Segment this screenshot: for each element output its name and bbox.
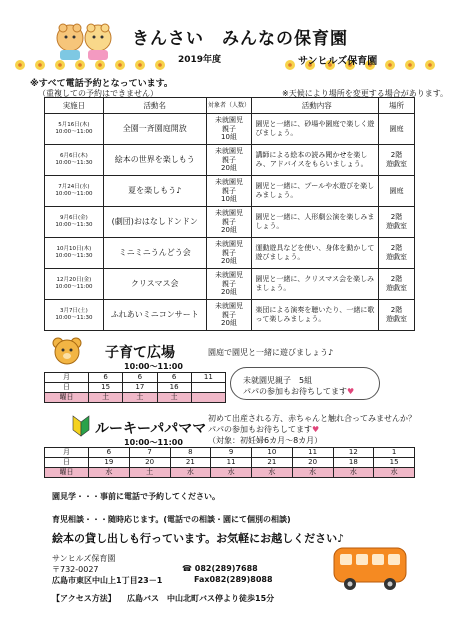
cell-day: 21 [170,458,211,468]
cell-target [206,114,252,145]
kosodate-title: 子育て広場 [105,345,175,361]
target-count: 20組 [221,226,237,235]
phone-number: ☎ 082(289)7688 [182,564,258,573]
cell-weekday: 土 [123,393,157,403]
target-count: 10組 [221,195,237,204]
place-line-2: 遊戯室 [386,222,408,230]
fax-number: Fax082(289)8088 [194,575,273,584]
date-row-month [45,448,415,458]
target-count: 10組 [221,133,237,142]
cell-place [379,176,415,207]
cell-month: 8 [170,448,211,458]
cell-activity: 夏を楽しもう♪ [103,176,206,207]
cell-month: 7 [129,448,170,458]
access-info: 広島バス 中山北町バス停より徒歩15分 [127,594,275,603]
rookie-target: （対象：初妊婦6カ月〜8カ月） [208,436,323,445]
cell-month: 12 [333,448,374,458]
target-type: 未就園児 [215,239,243,248]
kosodate-time: 10:00〜11:00 [124,362,183,371]
heart-icon: ♥ [347,387,355,397]
cell-day: 17 [123,383,157,393]
col-header-place: 場所 [379,98,415,114]
event-date: 6月6日(木) [60,153,88,160]
cell-place [379,145,415,176]
target-group: 親子 [222,217,236,226]
rookie-date-table [44,447,415,478]
cell-month: 1 [374,448,415,458]
event-date: 10月10日(木) [56,246,92,253]
event-time: 10:00〜11:30 [55,315,93,321]
weather-note: ※天候により場所を変更する場合があります。 [282,89,449,98]
kosodate-description: 園庭で園児と一緒に遊びましょう♪ [208,348,334,357]
cell-weekday: 水 [252,468,293,478]
book-lending-note: 絵本の貸し出しも行っています。お気軽にお越しください♪ [52,532,345,545]
cell-content: 講師による絵本の読み聞かせを楽しみ、アドバイスをもらいましょう。 [252,145,379,176]
target-group: 親子 [222,248,236,257]
table-row [45,300,415,331]
postal-code: 〒732-0027 [52,565,99,574]
date-row-day [45,458,415,468]
cell-month: 10 [252,448,293,458]
cell-weekday: 土 [157,393,191,403]
cell-month: 9 [211,448,252,458]
cell-weekday: 水 [292,468,333,478]
row-label-month: 月 [45,448,89,458]
rookie-description-2-text: パパの参加もお待ちしてます [208,425,312,434]
cell-date [45,114,104,145]
target-count: 20組 [221,164,237,173]
beginner-mark-icon [72,414,90,438]
rookie-description-2 [208,424,319,435]
cell-weekday: 水 [170,468,211,478]
place-line-2: 遊戯室 [386,315,408,323]
cell-month: 6 [89,448,130,458]
cell-activity: 全園一斉園庭開放 [103,114,206,145]
event-date: 3月7日(土) [60,308,88,315]
bubble-line-2 [243,386,367,397]
cell-place [379,207,415,238]
footer-org-name: サンヒルズ保育園 [52,554,116,563]
bus-icon [330,544,410,594]
target-group: 親子 [222,186,236,195]
target-type: 未就園児 [215,115,243,124]
cell-weekday [191,393,225,403]
event-date: 12月20日(金) [56,277,92,284]
cell-date [45,238,104,269]
event-time: 10:00〜11:00 [55,129,93,135]
cell-place [379,300,415,331]
schedule-table [44,97,415,331]
date-row-month [45,373,226,383]
heart-icon: ♥ [312,425,320,434]
cell-day: 18 [333,458,374,468]
bubble-line-2-text: パパの参加もお待ちしてます [243,387,347,397]
event-date: 5月16日(木) [58,122,90,129]
bubble-line-1: 未就園児親子 5組 [243,376,313,385]
place-line-1: 園庭 [389,186,404,195]
target-type: 未就園児 [215,301,243,310]
col-header-target: 対象者（人数） [206,98,252,114]
cell-day [191,383,225,393]
row-label-weekday: 曜日 [45,393,89,403]
kosodate-speech-bubble [230,367,380,400]
col-header-content: 活動内容 [252,98,379,114]
row-label-weekday: 曜日 [45,468,89,478]
place-line-1: 2階 [390,244,403,253]
event-time: 10:00〜11:30 [55,160,93,166]
cell-day: 20 [292,458,333,468]
cell-day: 20 [129,458,170,468]
cell-weekday: 土 [129,468,170,478]
cell-activity: ミニミニうんどう会 [103,238,206,269]
target-group: 親子 [222,279,236,288]
cell-weekday: 水 [333,468,374,478]
cell-content: 園児と一緒に、砂場や園庭で楽しく遊びましょう。 [252,114,379,145]
page-title: きんさい みんなの保育園 [132,29,348,49]
cell-weekday: 土 [89,393,123,403]
cell-target [206,176,252,207]
event-time: 10:00〜11:30 [55,222,93,228]
date-row-weekday [45,393,226,403]
table-row [45,145,415,176]
table-row [45,207,415,238]
event-time: 10:00〜11:00 [55,191,93,197]
rookie-description-1: 初めて出産される方、赤ちゃんと触れ合ってみませんか？ [208,414,416,423]
rookie-time: 10:00〜11:00 [124,438,183,447]
fiscal-year: 2019年度 [178,55,222,65]
cell-month: 6 [123,373,157,383]
cell-place [379,114,415,145]
cell-target [206,269,252,300]
cell-day: 19 [89,458,130,468]
target-group: 親子 [222,124,236,133]
place-line-1: 2階 [390,275,403,284]
access-label: 【アクセス方法】 [52,594,116,603]
cell-date [45,176,104,207]
target-count: 20組 [221,288,237,297]
cell-month: 11 [292,448,333,458]
cell-day: 11 [211,458,252,468]
place-line-1: 2階 [390,213,403,222]
event-date: 7月24日(水) [58,184,90,191]
event-time: 10:00〜11:30 [55,253,93,259]
col-header-date: 実施日 [45,98,104,114]
cell-target [206,238,252,269]
cell-content: 園児と一緒に、クリスマス会を楽しみましょう。 [252,269,379,300]
no-duplicate-note: （重複しての予約はできません） [38,89,158,98]
cell-date [45,207,104,238]
row-label-month: 月 [45,373,89,383]
table-row [45,114,415,145]
cell-activity: ふれあいミニコンサート [103,300,206,331]
cell-date [45,300,104,331]
place-line-1: 2階 [390,306,403,315]
cell-day: 16 [157,383,191,393]
place-line-2: 遊戯室 [386,253,408,261]
target-type: 未就園児 [215,177,243,186]
cell-content: 園児と一緒に、人形劇公演を楽しみましょう。 [252,207,379,238]
cell-place [379,269,415,300]
rookie-title: ルーキーパパママ [95,421,207,437]
cell-target [206,300,252,331]
date-row-day [45,383,226,393]
cell-place [379,238,415,269]
place-line-1: 園庭 [389,124,404,133]
cell-date [45,145,104,176]
target-count: 20組 [221,257,237,266]
cell-activity: 絵本の世界を楽しもう [103,145,206,176]
place-line-1: 2階 [390,151,403,160]
cell-weekday: 水 [89,468,130,478]
cell-activity: (劇団)おはなしドンドン [103,207,206,238]
cell-content: 運動遊具などを使い、身体を動かして遊びましょう。 [252,238,379,269]
col-header-activity: 活動名 [103,98,206,114]
organization-name: サンヒルズ保育園 [298,56,378,67]
row-label-day: 日 [45,383,89,393]
cell-month: 6 [157,373,191,383]
date-row-weekday [45,468,415,478]
cell-month: 6 [89,373,123,383]
target-group: 親子 [222,310,236,319]
event-time: 10:00〜11:00 [55,284,93,290]
cell-target [206,207,252,238]
target-type: 未就園児 [215,146,243,155]
cell-target [206,145,252,176]
place-line-2: 遊戯室 [386,284,408,292]
cell-day: 15 [89,383,123,393]
cell-weekday: 水 [374,468,415,478]
cell-activity: クリスマス会 [103,269,206,300]
cell-content: 園児と一緒に、プールや水遊びを楽しみましょう。 [252,176,379,207]
target-type: 未就園児 [215,270,243,279]
address: 広島市東区中山上1丁目23－1 [52,576,163,585]
phone-reservation-note: ※すべて電話予約となっています。 [30,79,173,89]
cell-day: 21 [252,458,293,468]
row-label-day: 日 [45,458,89,468]
place-line-2: 遊戯室 [386,160,408,168]
bear-icon [50,336,84,366]
table-row [45,238,415,269]
cell-weekday: 水 [211,468,252,478]
target-type: 未就園児 [215,208,243,217]
consult-note: 育児相談・・・随時応じます。(電話での相談・園にて個別の相談) [52,515,291,524]
event-date: 9月6日(金) [60,215,88,222]
table-row [45,269,415,300]
target-group: 親子 [222,155,236,164]
target-count: 20組 [221,319,237,328]
cell-day: 15 [374,458,415,468]
cell-month: 11 [191,373,225,383]
table-row [45,176,415,207]
cell-date [45,269,104,300]
kosodate-date-table [44,372,226,403]
cell-content: 楽団による演奏を聴いたり、一緒に歌って楽しみましょう。 [252,300,379,331]
visit-note: 園見学・・・事前に電話で予約してください。 [52,492,220,501]
